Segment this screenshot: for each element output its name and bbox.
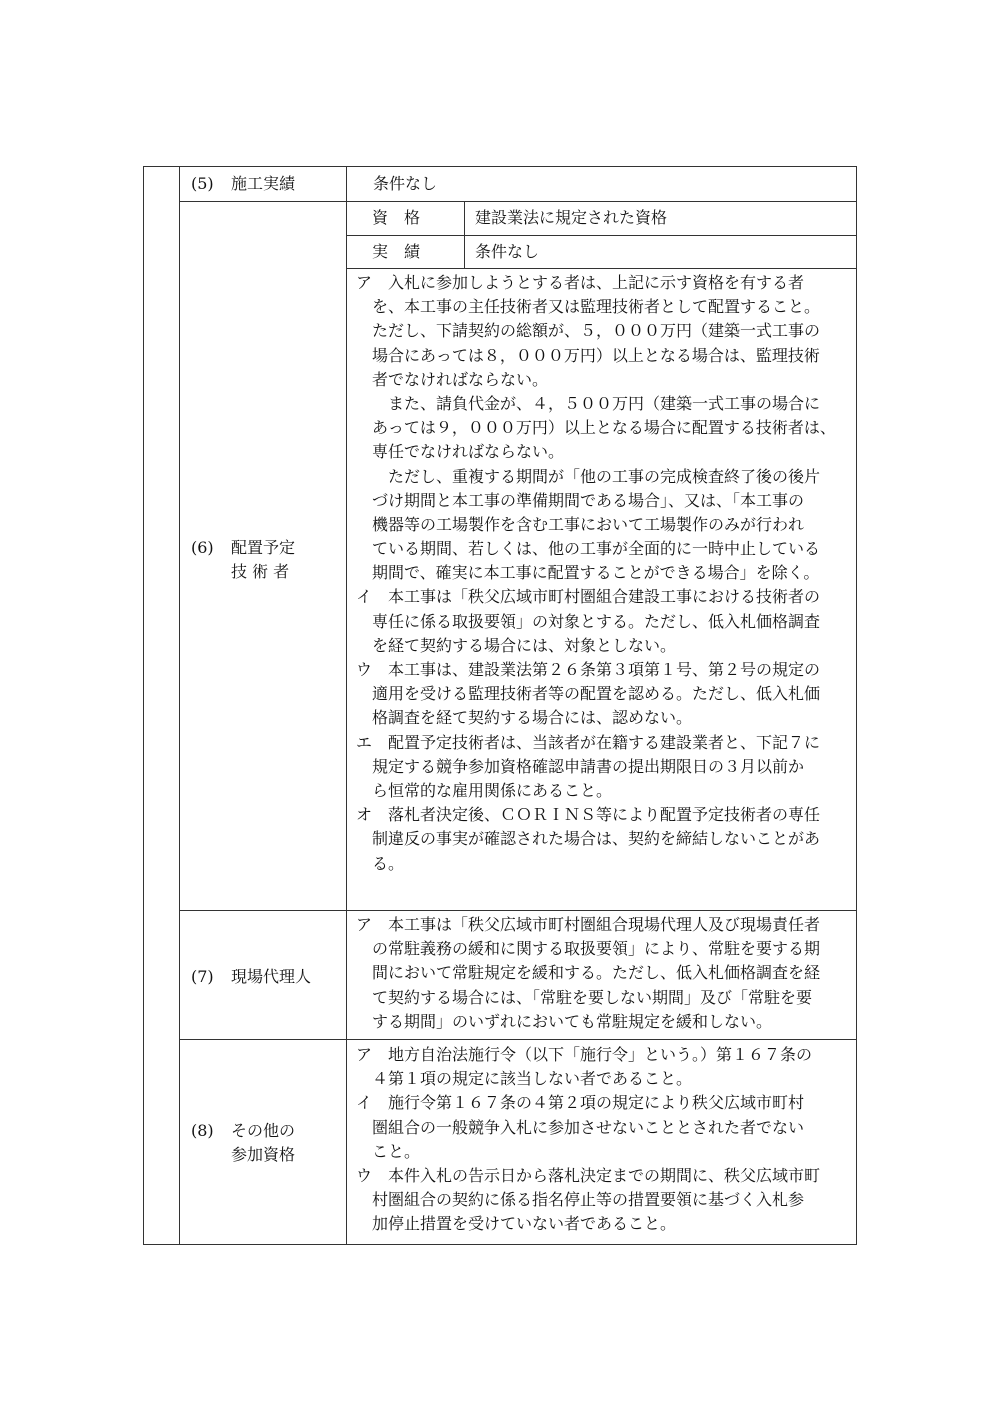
row7-number: (7) (191, 967, 214, 986)
row8-line: こと。 (356, 1141, 421, 1161)
row7-line: の常駐義務の緩和に関する取扱要領」により、常駐を要する期 (356, 939, 821, 959)
row7-line: する期間」のいずれにおいても常駐規定を緩和しない。 (356, 1011, 773, 1031)
row6-line: エ 配置予定技術者は、当該者が在籍する建設業者と、下記７に (356, 732, 821, 752)
row6-line: 専任でなければならない。 (356, 442, 565, 462)
row6-line: ア 入札に参加しようとする者は、上記に示す資格を有する者 (356, 273, 805, 292)
row8-line: 加停止措置を受けていない者であること。 (356, 1214, 677, 1234)
row8-line: ア 地方自治法施行令（以下「施行令」という。）第１６７条の (356, 1045, 813, 1064)
row7-line: て契約する場合には、「常駐を要しない期間」及び「常駐を要 (356, 987, 813, 1007)
row6-sub-value-qualification: 建設業法に規定された資格 (475, 208, 668, 227)
row7-line: ア 本工事は「秩父広域市町村圏組合現場代理人及び現場責任者 (356, 915, 821, 934)
row8-line: 村圏組合の契約に係る指名停止等の措置要領に基づく入札参 (356, 1190, 805, 1210)
row6-number: (6) (191, 538, 214, 557)
row6-sub-value-record: 条件なし (475, 242, 540, 261)
row6-line: る。 (356, 853, 405, 873)
row6-line: を、本工事の主任技術者又は監理技術者として配置すること。 (356, 297, 821, 317)
row5-number: (5) (191, 174, 214, 193)
row-divider-6-7 (179, 910, 857, 911)
row6-line: 制違反の事実が確認された場合は、契約を締結しないことがあ (356, 829, 821, 849)
row7-line: 間において常駐規定を緩和する。ただし、低入札価格調査を経 (356, 963, 821, 983)
row6-line: ただし、重複する期間が「他の工事の完成検査終了後の後片 (356, 466, 821, 486)
row6-sub-key-record: 実 績 (372, 242, 421, 261)
row6-line: 者でなければならない。 (356, 369, 549, 389)
row6-conditions-text (356, 271, 852, 876)
row8-line: 圏組合の一般競争入札に参加させないこととされた者でない (356, 1117, 805, 1137)
row8-number: (8) (191, 1121, 214, 1140)
row8-line: イ 施行令第１６７条の４第２項の規定により秩父広域市町村 (356, 1093, 805, 1113)
table-column-divider-2 (346, 166, 347, 1245)
subtable-row-divider (346, 235, 857, 236)
row6-line: 場合にあっては８，０００万円）以上となる場合は、監理技術 (356, 345, 820, 365)
row6-line: づけ期間と本工事の準備期間である場合」、又は、「本工事の (356, 490, 805, 510)
row6-line: ている期間、若しくは、他の工事が全面的に一時中止している (356, 539, 821, 559)
row-divider-7-8 (179, 1039, 857, 1040)
row6-line: また、請負代金が、４，５００万円（建築一式工事の場合に (356, 393, 821, 413)
row6-line: 規定する競争参加資格確認申請書の提出期限日の３月以前か (356, 756, 805, 776)
row6-line: を経て契約する場合には、対象としない。 (356, 635, 677, 655)
row8-label-line1: その他の (231, 1121, 296, 1140)
row6-sub-key-qualification: 資 格 (372, 208, 421, 227)
row6-line: ら恒常的な雇用関係にあること。 (356, 780, 613, 800)
row6-line: 格調査を経て契約する場合には、認めない。 (356, 708, 693, 728)
row8-line: ４第１項の規定に該当しない者であること。 (356, 1069, 693, 1089)
row6-label-line2: 技 術 者 (231, 562, 290, 581)
row6-line: ただし、下請契約の総額が、５，０００万円（建築一式工事の (356, 321, 821, 341)
row8-line: ウ 本件入札の告示日から落札決定までの期間に、秩父広域市町 (356, 1165, 821, 1185)
row6-line: ウ 本工事は、建設業法第２６条第３項第１号、第２号の規定の (356, 660, 821, 679)
row6-line: オ 落札者決定後、ＣＯＲＩＮＳ等により配置予定技術者の専任 (356, 805, 821, 825)
row6-line: 期間で、確実に本工事に配置することができる場合」を除く。 (356, 563, 820, 583)
row5-label: 施工実績 (231, 174, 296, 193)
table-bottom-border (143, 1244, 857, 1245)
row-divider-5-6 (179, 201, 857, 202)
row8-label-line2: 参加資格 (231, 1145, 296, 1164)
table-left-border (143, 166, 144, 1245)
row7-conditions-text (356, 913, 852, 1034)
row6-line: イ 本工事は「秩父広域市町村圏組合建設工事における技術者の (356, 587, 821, 607)
row8-conditions-text (356, 1043, 852, 1237)
row6-label-line1: 配置予定 (231, 538, 296, 557)
row6-line: あっては９，０００万円）以上となる場合に配置する技術者は、 (356, 418, 836, 438)
subtable-bottom-divider (346, 268, 857, 269)
table-top-border (143, 166, 857, 167)
table-right-border (856, 166, 857, 1245)
row6-line: 専任に係る取扱要領」の対象とする。ただし、低入札価格調査 (356, 611, 821, 631)
row5-value: 条件なし (373, 174, 438, 193)
row7-label: 現場代理人 (231, 967, 312, 986)
row6-line: 機器等の工場製作を含む工事において工場製作のみが行われ (356, 514, 805, 534)
row6-line: 適用を受ける監理技術者等の配置を認める。ただし、低入札価 (356, 684, 821, 704)
table-column-divider-1 (179, 166, 180, 1245)
